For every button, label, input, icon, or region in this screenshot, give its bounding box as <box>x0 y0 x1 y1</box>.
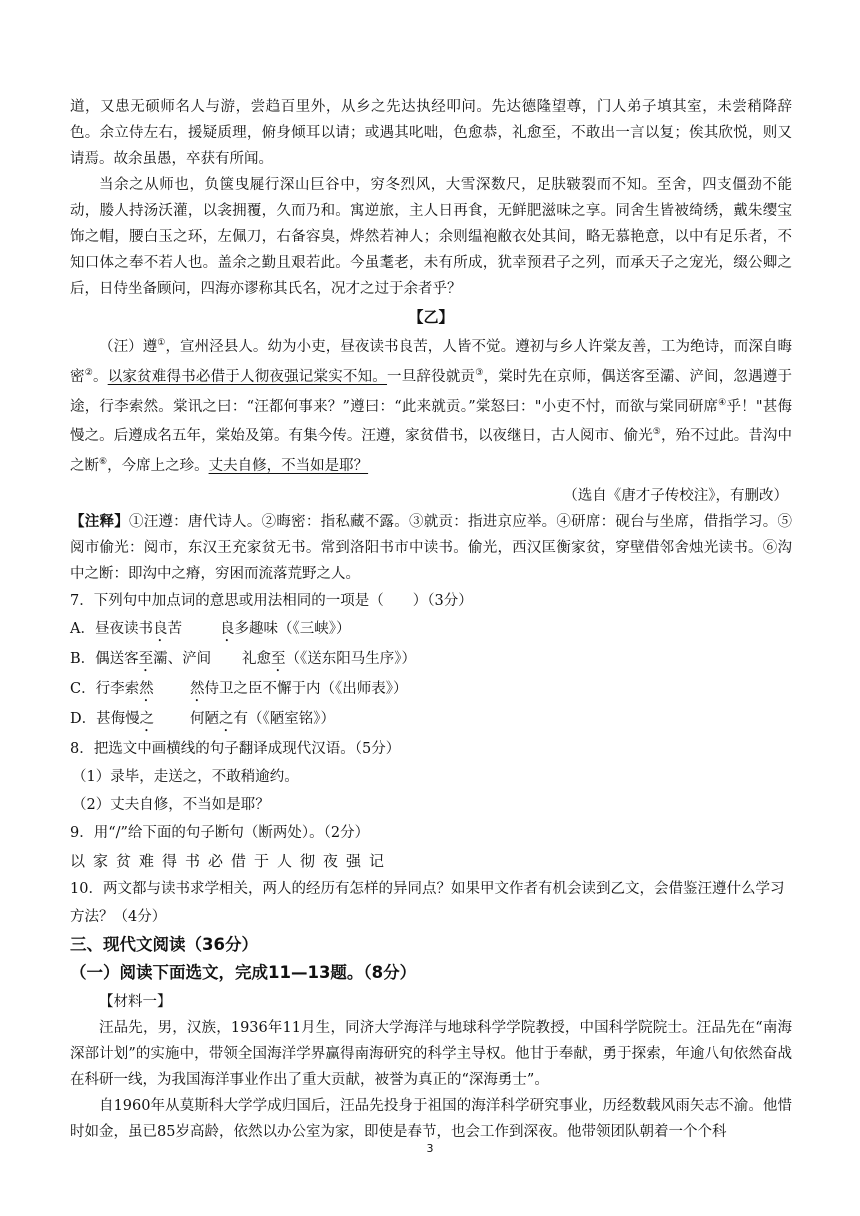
underlined-sentence-2: 丈夫自修，不当如是耶？ <box>208 458 369 475</box>
question-9: 9．用“/”给下面的句子断句（断两处）。（2分） <box>70 825 370 842</box>
material-1-paragraph-1: 汪品先，男，汉族，1936年11月生，同济大学海洋与地球科学学院教授，中国科学院院士。汪品先在“南海深部计划”的实施中，带领全国海洋学界赢得南海研究的科学主导权。他甘于奉献，勇于探索，年逾八旬依然奋战在科研一线，为我国海洋事业作出了重大贡献，被誉为真正的“深海勇士”。 <box>70 1020 792 1089</box>
annotations-text: ①汪遵：唐代诗人。②晦密：指私藏不露。③就贡：指进京应举。④研席：砚台与坐席，借指学习。⑤阅市偷光：阅市，东汉王充家贫无书。常到洛阳书市中读书。偷光，西汉匡衡家贫，穿壁借邻舍烛光读书。⑥沟中之断：即沟中之瘠，穷困而流落荒野之人。 <box>70 514 793 583</box>
note-ref-3: ③ <box>475 367 484 378</box>
option-text: C．行李索 <box>70 681 140 698</box>
annotations-label: 【注释】 <box>70 513 129 531</box>
page-content <box>70 94 792 1145</box>
option-text: 侍卫之臣不懈于内（《出师表》） <box>204 681 408 698</box>
dotted-word: 然 <box>190 681 205 698</box>
question-7: 7．下列句中加点词的意思或用法相同的一项是（ ）（3分） <box>70 593 473 610</box>
dotted-word: 然 <box>139 681 154 698</box>
option-text: 何陋 <box>190 711 219 728</box>
dotted-word: 之 <box>219 711 234 728</box>
note-ref-1: ① <box>157 338 166 348</box>
question-9-sentence: 以家贫难得书必借于人彻夜强记 <box>70 852 393 871</box>
dotted-word: 至 <box>271 651 286 668</box>
material-1-label: 【材料一】 <box>99 994 172 1011</box>
yi-text: ，殆不过此。昔沟中之断 <box>70 428 792 475</box>
option-text: 灞、浐间 <box>153 651 212 668</box>
note-ref-6: ⑥ <box>99 457 108 468</box>
yi-text: ，宣州泾县人。幼为小吏，昼夜读书良苦，人皆不觉。遵初与乡人许棠友善，工为绝诗，而深自晦密 <box>70 338 793 385</box>
dotted-word: 之 <box>139 711 155 728</box>
dotted-word: 至 <box>138 651 154 668</box>
yi-text: ，今席上之珍。 <box>107 458 209 475</box>
yi-text: 乎！"甚侮慢之。后遵成名五年，棠始及第。有集今传。汪遵，家贫借书，以夜继日，古人阅市、偷光 <box>70 398 792 445</box>
note-ref-2: ② <box>84 367 93 378</box>
annotations <box>70 509 792 587</box>
option-text: （《送东阳马生序》） <box>285 651 416 668</box>
section-3-title: 三、现代文阅读（36分） <box>70 935 258 955</box>
option-text: B．偶送客 <box>70 651 139 668</box>
yi-text: 一旦辞役就贡 <box>387 368 476 385</box>
option-text: 礼愈 <box>242 651 271 668</box>
option-d <box>70 705 792 735</box>
option-text: 多趣味（《三峡》） <box>234 621 351 638</box>
page-number: 3 <box>426 1142 434 1155</box>
question-8: 8．把选文中画横线的句子翻译成现代汉语。（5分） <box>70 741 401 758</box>
yi-text: ，棠时先在京师，偶送客至灞、浐间，忽遇遵于途，行李索然。棠讯之曰：“汪都何事来？”遵曰：“此来就贡。”棠怒曰："小吏不忖，而欲与棠同研席 <box>70 368 793 415</box>
question-10: 10．两文都与读书求学相关，两人的经历有怎样的异同点？如果甲文作者有机会读到乙文，会借鉴汪遵什么学习方法？（4分） <box>70 881 785 926</box>
source-citation: （选自《唐才子传校注》，有删改） <box>563 488 788 505</box>
question-8-item-2: （2）丈夫自修，不当如是耶？ <box>72 797 270 814</box>
jia-paragraph-1: 道，又患无硕师名人与游，尝趋百里外，从乡之先达执经叩问。先达德隆望尊，门人弟子填其室，未尝稍降辞色。余立侍左右，援疑质理，俯身倾耳以请；或遇其叱咄，色愈恭，礼愈至，不敢出一言以复；俟其欣悦，则又请焉。故余虽愚，卒获有所闻。 <box>70 99 792 167</box>
yi-text: （汪）遵 <box>99 338 158 355</box>
option-c <box>70 675 792 705</box>
yi-paragraph <box>70 330 792 479</box>
material-1-paragraph-2: 自1960年从莫斯科大学学成归国后，汪品先投身于祖国的海洋科学研究事业，历经数载风雨矢志不渝。他惜时如金，虽已85岁高龄，依然以办公室为家，即使是春节，也会工作到深夜。他带领团队朝着一个个科 <box>70 1098 792 1141</box>
note-ref-5: ⑤ <box>652 427 661 438</box>
option-text: D．甚侮慢 <box>70 711 140 728</box>
option-text: 苦 <box>167 621 182 638</box>
dotted-word: 良 <box>152 621 168 638</box>
note-ref-4: ④ <box>718 397 727 408</box>
question-8-item-1: （1）录毕，走送之，不敢稍逾约。 <box>72 769 299 786</box>
dotted-word: 良 <box>220 621 235 638</box>
option-a <box>70 615 792 645</box>
option-text: 有（《陋室铭》） <box>233 711 335 728</box>
option-b <box>70 645 792 675</box>
option-text: A．昼夜读书 <box>70 621 153 638</box>
underlined-sentence-1: 以家贫难得书必借于人彻夜强记棠实不知。 <box>107 368 388 385</box>
yi-heading: 【乙】 <box>408 308 454 326</box>
yi-text: 。 <box>92 368 108 385</box>
jia-paragraph-2: 当余之从师也，负箧曳屣行深山巨谷中，穷冬烈风，大雪深数尺，足肤皲裂而不知。至舍，四支僵劲不能动，媵人持汤沃灌，以衾拥覆，久而乃和。寓逆旅，主人日再食，无鲜肥滋味之享。同舍生皆被绮绣，戴朱缨宝饰之帽，腰白玉之环，左佩刀，右备容臭，烨然若神人；余则缊袍敝衣处其间，略无慕艳意，以中有足乐者，不知口体之奉不若人也。盖余之勤且艰若此。今虽耄老，未有所成，犹幸预君子之列，而承天子之宠光，缀公卿之后，日侍坐备顾问，四海亦谬称其氏名，况才之过于余者乎？ <box>70 177 792 297</box>
section-3-subtitle: （一）阅读下面选文，完成11—13题。（8分） <box>70 963 417 983</box>
